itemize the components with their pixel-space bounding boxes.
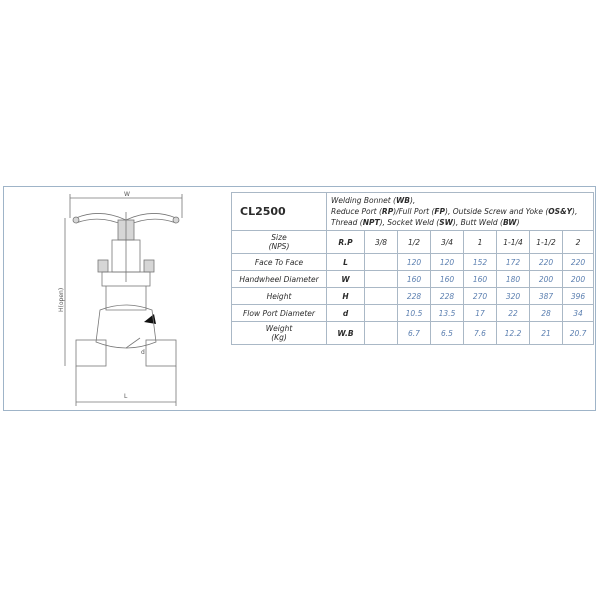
size-row xyxy=(232,231,594,254)
spec-table xyxy=(231,192,594,345)
size-symbol: R.P xyxy=(327,231,365,254)
row-label: Face To Face xyxy=(232,254,327,271)
weight-cell xyxy=(365,322,398,345)
description-text: Welding Bonnet ( xyxy=(331,196,396,205)
weight-unit: (Kg) xyxy=(271,333,287,342)
row-value: 28 xyxy=(530,305,563,322)
weight-row xyxy=(232,322,594,345)
row-value: 120 xyxy=(398,254,431,271)
gate-valve-drawing xyxy=(60,192,202,410)
l-dimension-label: L xyxy=(124,393,128,400)
row-value: 200 xyxy=(530,271,563,288)
row-value: 228 xyxy=(431,288,464,305)
d-dimension-label: d xyxy=(141,349,145,356)
row-value: 180 xyxy=(497,271,530,288)
description-line xyxy=(331,217,589,228)
description-code: NPT xyxy=(362,218,380,227)
d-leader xyxy=(126,338,140,348)
row-symbol: H xyxy=(327,288,365,305)
row-value xyxy=(365,305,398,322)
description-text: ) xyxy=(516,218,520,227)
description-text: ), Socket Weld ( xyxy=(379,218,440,227)
row-value xyxy=(365,288,398,305)
size-label: Size xyxy=(271,233,287,242)
size-cell: 1/2 xyxy=(398,231,431,254)
size-cell: 1 xyxy=(464,231,497,254)
description-text: ), Butt Weld ( xyxy=(452,218,503,227)
description-code: WB xyxy=(395,196,410,205)
row-value: 10.5 xyxy=(398,305,431,322)
row-value xyxy=(365,254,398,271)
description-lines xyxy=(331,195,589,228)
description-text: Reduce Port ( xyxy=(331,207,382,216)
row-value: 13.5 xyxy=(431,305,464,322)
row-label: Handwheel Diameter xyxy=(232,271,327,288)
weight-cell: 12.2 xyxy=(497,322,530,345)
size-cell: 3/4 xyxy=(431,231,464,254)
description-text: ), xyxy=(409,196,416,205)
size-cell: 1-1/4 xyxy=(497,231,530,254)
weight-cell: 6.7 xyxy=(398,322,431,345)
row-value: 220 xyxy=(530,254,563,271)
row-value: 220 xyxy=(563,254,594,271)
description-code: RP xyxy=(381,207,394,216)
row-value: 270 xyxy=(464,288,497,305)
row-symbol: W xyxy=(327,271,365,288)
nut-right xyxy=(144,260,154,272)
row-value: 34 xyxy=(563,305,594,322)
size-cell: 1-1/2 xyxy=(530,231,563,254)
row-value: 160 xyxy=(431,271,464,288)
weight-cell: 6.5 xyxy=(431,322,464,345)
weight-label-cell xyxy=(232,322,327,345)
description-text: ), Outside Screw and Yoke ( xyxy=(445,207,549,216)
row-value: 17 xyxy=(464,305,497,322)
row-value: 228 xyxy=(398,288,431,305)
description-code: SW xyxy=(439,218,453,227)
nut-left xyxy=(98,260,108,272)
table-row xyxy=(232,305,594,322)
size-cell: 3/8 xyxy=(365,231,398,254)
row-label: Flow Port Diameter xyxy=(232,305,327,322)
model-cell: CL2500 xyxy=(232,193,327,231)
weight-cell: 7.6 xyxy=(464,322,497,345)
row-symbol: L xyxy=(327,254,365,271)
description-text: Thread ( xyxy=(331,218,363,227)
row-value: 160 xyxy=(398,271,431,288)
weight-label: Weight xyxy=(265,324,293,333)
row-value: 160 xyxy=(464,271,497,288)
row-value: 152 xyxy=(464,254,497,271)
data-rows xyxy=(232,254,594,322)
size-label-cell xyxy=(232,231,327,254)
row-symbol: d xyxy=(327,305,365,322)
title-row xyxy=(232,193,594,231)
row-value: 120 xyxy=(431,254,464,271)
flow-arrow-icon xyxy=(144,314,156,324)
row-value: 22 xyxy=(497,305,530,322)
row-value: 320 xyxy=(497,288,530,305)
description-code: OS&Y xyxy=(548,207,573,216)
row-label: Height xyxy=(232,288,327,305)
w-dimension-label: W xyxy=(124,191,130,198)
weight-cell: 20.7 xyxy=(563,322,594,345)
table-row xyxy=(232,288,594,305)
row-value: 387 xyxy=(530,288,563,305)
size-cell: 2 xyxy=(563,231,594,254)
weight-cell: 21 xyxy=(530,322,563,345)
description-text: )/Full Port ( xyxy=(393,207,435,216)
table-row xyxy=(232,271,594,288)
row-value xyxy=(365,271,398,288)
handwheel-knob-right xyxy=(173,217,179,223)
table-row xyxy=(232,254,594,271)
handwheel-knob-left xyxy=(73,217,79,223)
description-cell xyxy=(327,193,594,231)
size-unit: (NPS) xyxy=(268,242,290,251)
row-value: 172 xyxy=(497,254,530,271)
row-value: 396 xyxy=(563,288,594,305)
h-dimension-label: H(open) xyxy=(58,287,65,312)
description-line xyxy=(331,195,589,206)
valve-body xyxy=(96,305,156,348)
weight-symbol: W.B xyxy=(327,322,365,345)
description-code: FP xyxy=(434,207,446,216)
description-code: BW xyxy=(502,218,517,227)
row-value: 200 xyxy=(563,271,594,288)
description-line xyxy=(331,206,589,217)
description-text: ), xyxy=(572,207,578,216)
